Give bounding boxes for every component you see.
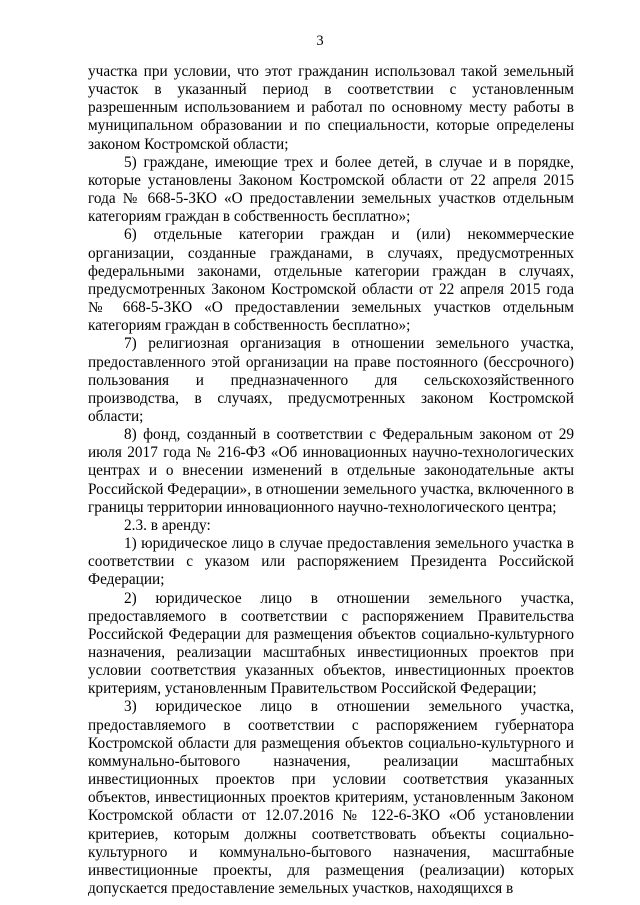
paragraph-lease-item-1: 1) юридическое лицо в случае предоставления земельного участка в соответствии с указом или распоряжением Президента Российской Федерации; <box>88 535 574 589</box>
section-heading-2-3: 2.3. в аренду: <box>124 516 211 534</box>
paragraph-item-7: 7) религиозная организация в отношении земельного участка, предоставленного этой организации на праве постоянного (бессрочного) пользования и предназначенного для сельскохозяйственного производства, в случаях, предусмотренных законом Костромской области; <box>88 335 574 425</box>
paragraph-item-8: 8) фонд, созданный в соответствии с Федеральным законом от 29 июля 2017 года № 216-ФЗ «Об инновационных научно-технологических центрах и о внесении изменений в отдельные законодательные акты Российской Федерации», в отношении земельного участка, включенного в границы территории инновационного научно-технологического центра; <box>88 426 574 516</box>
paragraph-continuation: участка при условии, что этот гражданин использовал такой земельный участок в указанный период в соответствии с установленным разрешенным использованием и работал по основному месту работы в муниципальном образовании и по специальности, которые определены законом Костромской области; <box>88 63 574 153</box>
page-number: 3 <box>316 33 324 49</box>
paragraph-lease-item-2: 2) юридическое лицо в отношении земельного участка, предоставляемого в соответствии с распоряжением Правительства Российской Федерации для размещения объектов социально-культурного назначения, реализации масштабных инвестиционных проектов при условии соответствия указанных объектов, инвестиционных проектов критериям, установленным Правительством Российской Федерации; <box>88 589 574 698</box>
paragraph-lease-item-3: 3) юридическое лицо в отношении земельного участка, предоставляемого в соответствии с распоряжением губернатора Костромской области для размещения объектов социально-культурного и коммунально-бытового назначения, реализации масштабных инвестиционных проектов при условии соответствия указанных объектов, инвестиционных проектов критериям, установленным Законом Костромской области от 12.07.2016 № 122-6-ЗКО «Об установлении критериев, которым должны соответствовать объекты социально-культурного и коммунально-бытового назначения, масштабные инвестиционные проекты, для размещения (реализации) которых допускается предоставление земельных участков, находящихся в <box>88 698 574 898</box>
paragraph-item-6: 6) отдельные категории граждан и (или) некоммерческие организации, созданные гражданами, в случаях, предусмотренных федеральными законами, отдельные категории граждан в случаях, предусмотренных Законом Костромской области от 22 апреля 2015 года № 668-5-ЗКО «О предоставлении земельных участков отдельным категориям граждан в собственность бесплатно»; <box>88 226 574 335</box>
paragraph-item-5: 5) граждане, имеющие трех и более детей, в случае и в порядке, которые установлены Законом Костромской области от 22 апреля 2015 года № 668-5-ЗКО «О предоставлении земельных участков отдельным категориям граждан в собственность бесплатно»; <box>88 153 574 226</box>
document-body <box>88 63 574 898</box>
